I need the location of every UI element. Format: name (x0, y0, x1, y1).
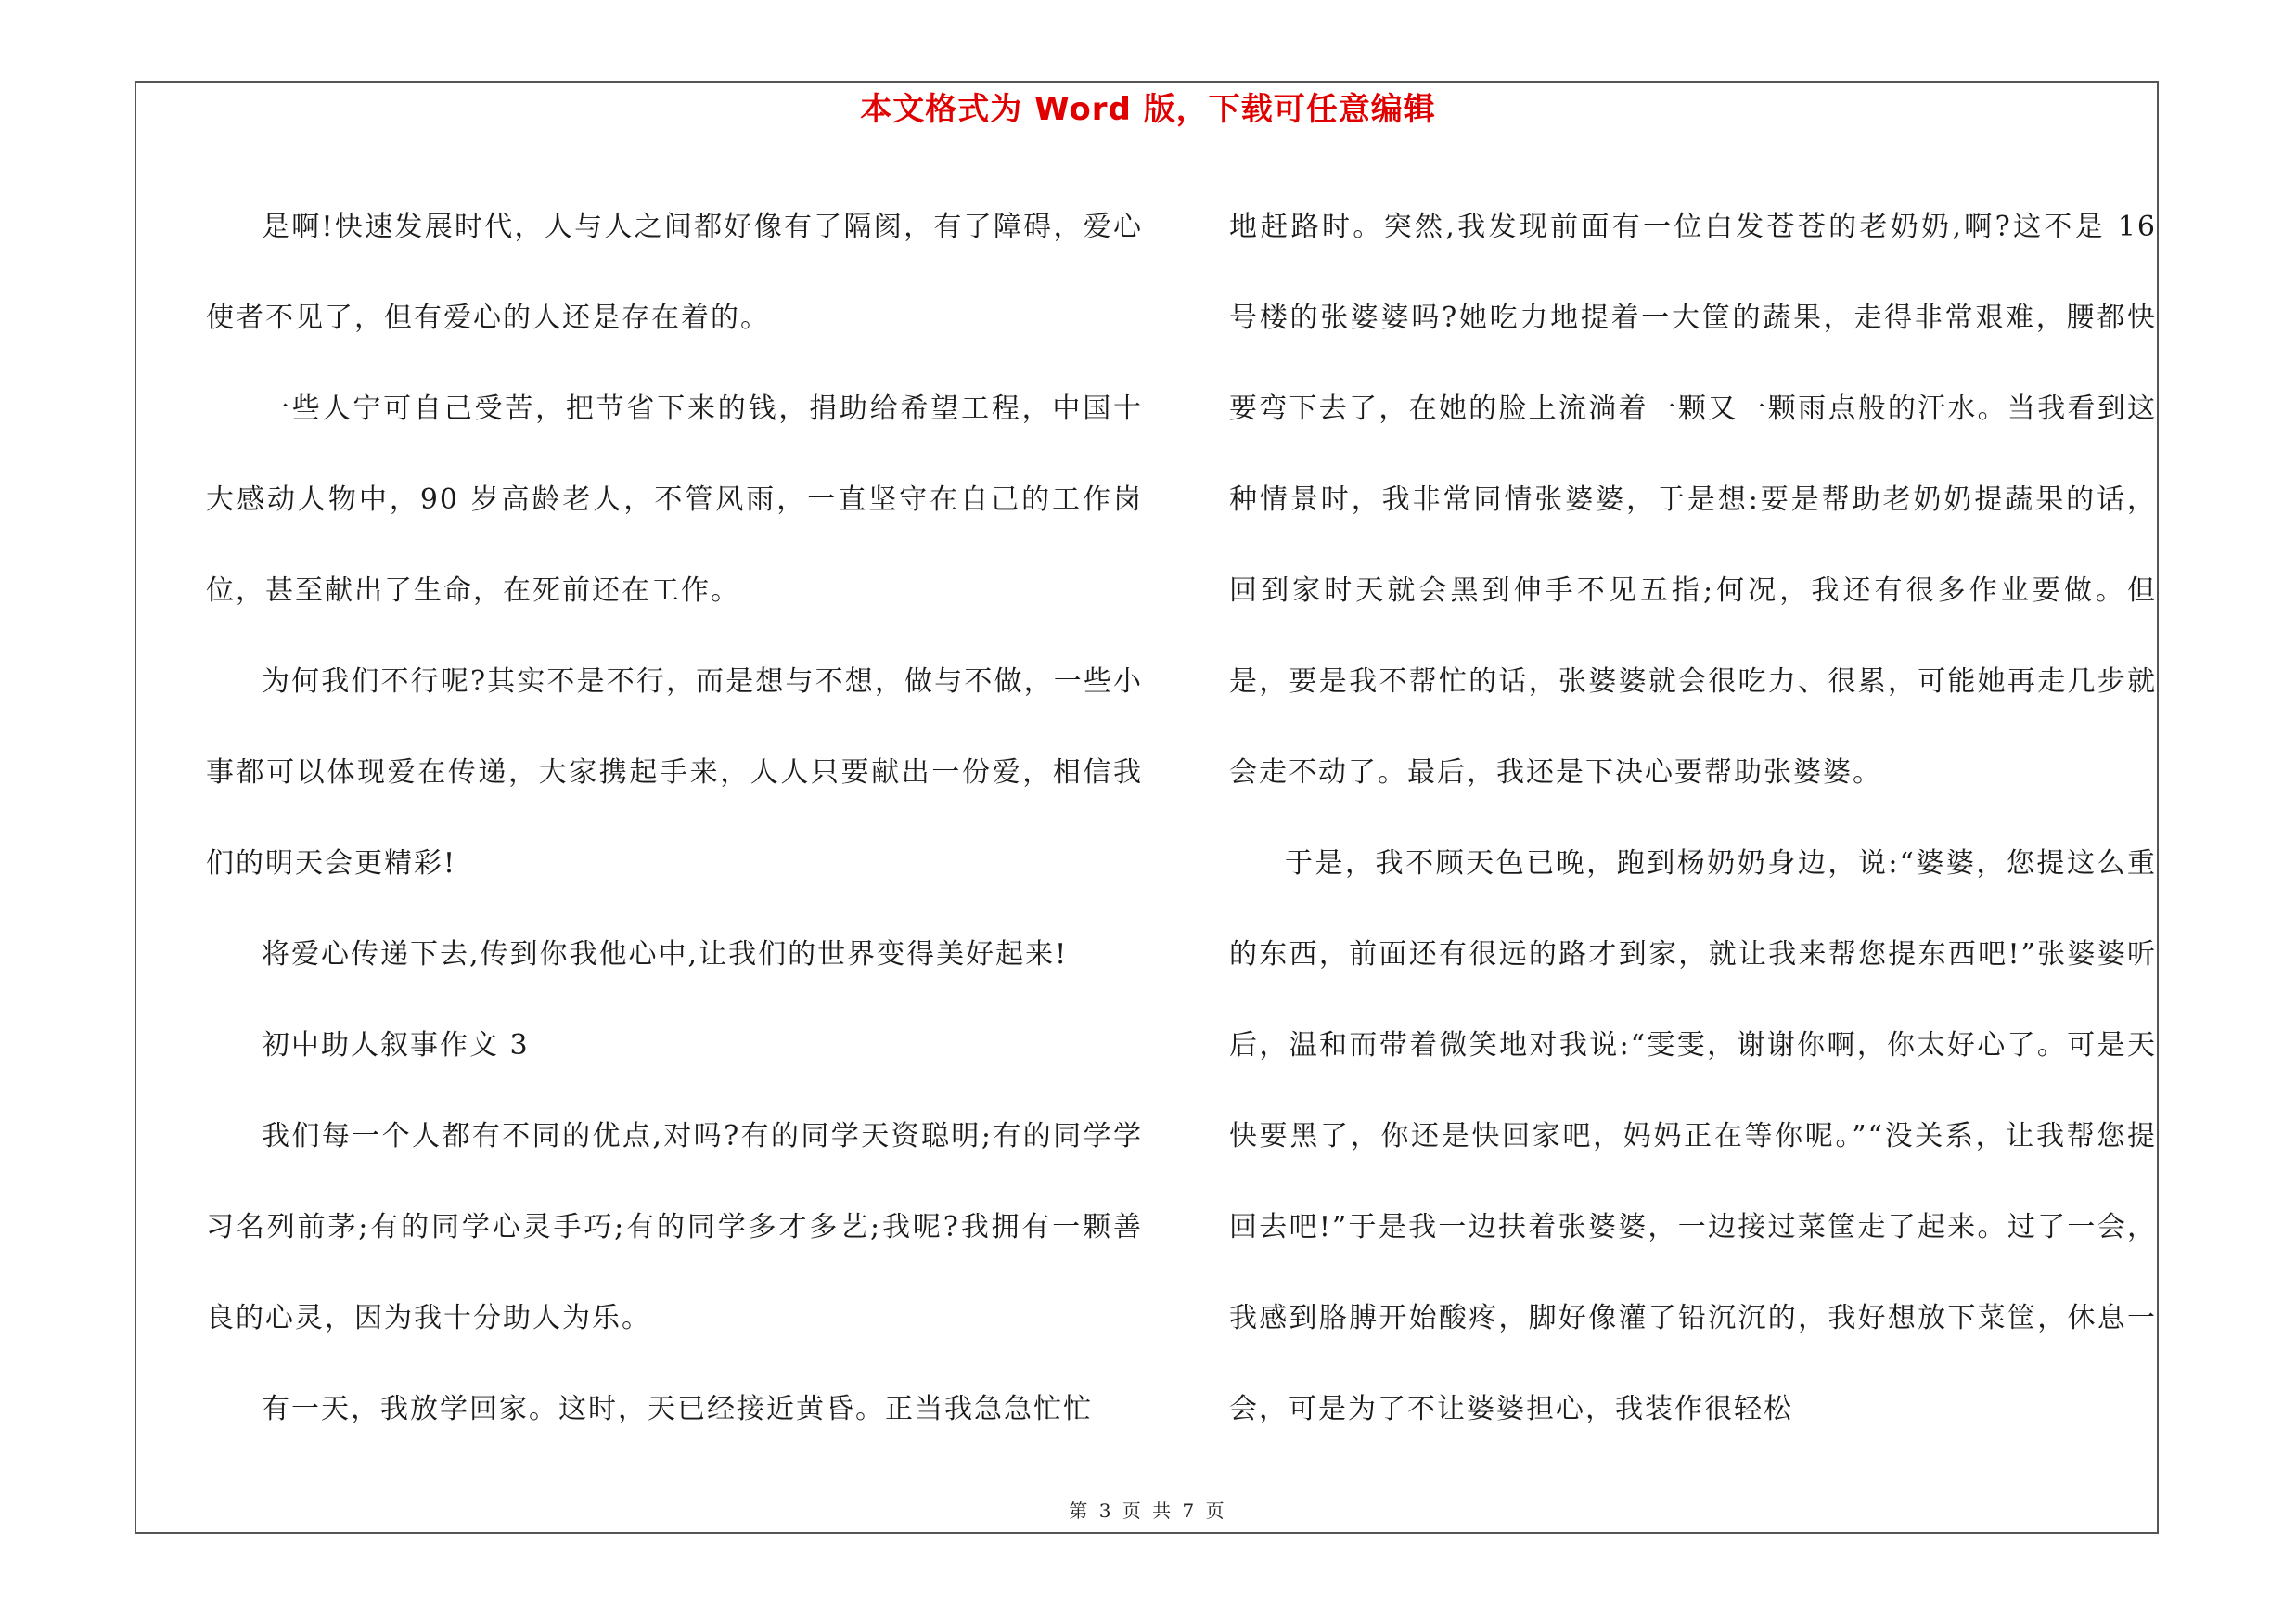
page-number-footer: 第 3 页 共 7 页 (1069, 1500, 1227, 1522)
paragraph: 是啊!快速发展时代，人与人之间都好像有了隔阂，有了障碍，爱心使者不见了，但有爱心的人还是存在着的。 (206, 211, 1143, 334)
paragraph: 于是，我不顾天色已晚，跑到杨奶奶身边，说:“婆婆，您提这么重的东西，前面还有很远的路才到家，就让我来帮您提东西吧!”张婆婆听后，温和而带着微笑地对我说:“雯雯，谢谢你啊，你太好心了。可是天快要黑了，你还是快回家吧，妈妈正在等你呢。”“没关系，让我帮您提回去吧!”于是我一边扶着张婆婆，一边接过菜筐走了起来。过了一会，我感到胳膊开始酸疼，脚好像灌了铅沉沉的，我好想放下菜筐，休息一会，可是为了不让婆婆担心，我装作很轻松 (1229, 847, 2157, 1425)
paragraph: 将爱心传递下去,传到你我他心中,让我们的世界变得美好起来! (262, 938, 1069, 971)
section-heading: 初中助人叙事作文 3 (262, 1029, 530, 1062)
paragraph: 为何我们不行呢?其实不是不行，而是想与不想，做与不做，一些小事都可以体现爱在传递，大家携起手来，人人只要献出一份爱，相信我们的明天会更精彩! (206, 665, 1143, 880)
paragraph-continuation: 地赶路时。突然,我发现前面有一位白发苍苍的老奶奶,啊?这不是 16 号楼的张婆婆吗?她吃力地提着一大筐的蔬果，走得非常艰难，腰都快要弯下去了，在她的脸上流淌着一颗又一颗雨点般的汗水。当我看到这种情景时，我非常同情张婆婆，于是想:要是帮助老奶奶提蔬果的话，回到家时天就会黑到伸手不见五指;何况，我还有很多作业要做。但是，要是我不帮忙的话，张婆婆就会很吃力、很累，可能她再走几步就会走不动了。最后，我还是下决心要帮助张婆婆。 (1229, 211, 2157, 789)
word-format-banner: 本文格式为 Word 版，下载可任意编辑 (860, 91, 1436, 128)
left-text-column (206, 182, 1143, 1455)
paragraph: 有一天，我放学回家。这时，天已经接近黄昏。正当我急急忙忙 (262, 1393, 1093, 1425)
right-text-column (1229, 182, 2157, 1455)
paragraph: 我们每一个人都有不同的优点,对吗?有的同学天资聪明;有的同学学习名列前茅;有的同学心灵手巧;有的同学多才多艺;我呢?我拥有一颗善良的心灵，因为我十分助人为乐。 (206, 1120, 1143, 1334)
paragraph: 一些人宁可自己受苦，把节省下来的钱，捐助给希望工程，中国十大感动人物中，90 岁高龄老人，不管风雨，一直坚守在自己的工作岗位，甚至献出了生命，在死前还在工作。 (206, 393, 1143, 607)
